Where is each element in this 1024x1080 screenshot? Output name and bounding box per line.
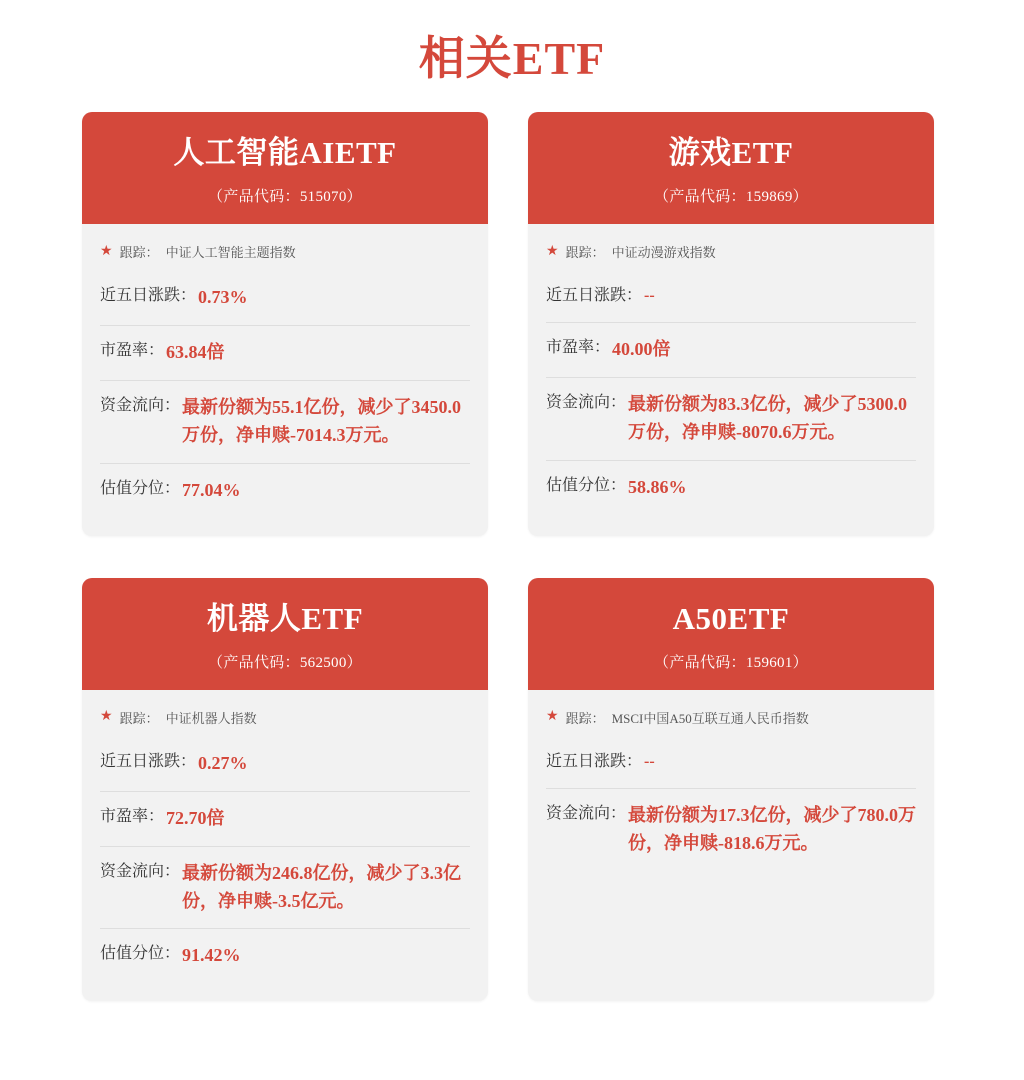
etf-valuation-value: 58.86% (628, 476, 687, 497)
etf-valuation-label: 估值分位： (546, 476, 627, 494)
etf-track-value: 中证动漫游戏指数 (611, 245, 716, 261)
etf-five-day-value: 0.27% (198, 752, 248, 773)
etf-valuation-value: 91.42% (182, 945, 241, 966)
etf-pe-label: 市盈率： (100, 807, 165, 825)
etf-flow-row (546, 378, 916, 461)
etf-track-value: 中证人工智能主题指数 (165, 245, 296, 261)
etf-card[interactable] (82, 112, 488, 536)
etf-card-header (528, 112, 934, 224)
etf-flow-label: 资金流向： (546, 393, 627, 411)
etf-valuation-row (100, 464, 470, 518)
etf-card-header (82, 578, 488, 690)
etf-pe-row (546, 323, 916, 378)
etf-five-day-label: 近五日涨跌： (546, 287, 643, 305)
etf-pe-row (100, 792, 470, 847)
etf-five-day-value: -- (644, 287, 655, 305)
etf-track-label: 跟踪： (119, 710, 159, 726)
etf-flow-value: 最新份额为55.1亿份，减少了3450.0万份，净申赎-7014.3万元。 (182, 396, 462, 445)
etf-pe-label: 市盈率： (546, 338, 611, 356)
star-icon: ★ (546, 709, 559, 725)
etf-track-label: 跟踪： (565, 245, 605, 261)
etf-code: （产品代码：562500） (208, 654, 362, 671)
star-icon: ★ (100, 709, 113, 725)
etf-pe-row (100, 326, 470, 381)
etf-card-body (528, 690, 934, 1001)
etf-five-day-label: 近五日涨跌： (546, 752, 643, 770)
etf-code: （产品代码：159869） (654, 189, 808, 206)
etf-pe-value: 40.00倍 (612, 338, 671, 359)
etf-flow-row (546, 789, 916, 871)
etf-track-row (100, 240, 470, 271)
etf-code: （产品代码：515070） (208, 189, 362, 206)
etf-five-day-label: 近五日涨跌： (100, 287, 197, 305)
etf-valuation-row (100, 929, 470, 983)
etf-card[interactable] (528, 578, 934, 1002)
etf-card-header (528, 578, 934, 690)
etf-name: 人工智能AIETF (173, 135, 397, 170)
etf-card-body (82, 690, 488, 1001)
etf-track-label: 跟踪： (565, 710, 605, 726)
etf-track-row (546, 240, 916, 271)
star-icon: ★ (546, 243, 559, 259)
etf-flow-value: 最新份额为83.3亿份，减少了5300.0万份，净申赎-8070.6万元。 (628, 393, 908, 442)
etf-five-day-row (100, 737, 470, 792)
etf-five-day-value: -- (644, 752, 655, 770)
etf-track-row (546, 706, 916, 737)
etf-flow-row (100, 381, 470, 464)
etf-flow-value: 最新份额为246.8亿份，减少了3.3亿份，净申赎-3.5亿元。 (182, 862, 462, 911)
etf-five-day-value: 0.73% (198, 287, 248, 308)
etf-five-day-label: 近五日涨跌： (100, 752, 197, 770)
etf-flow-label: 资金流向： (100, 862, 181, 880)
etf-card-body (528, 224, 934, 535)
etf-five-day-row (546, 737, 916, 789)
etf-pe-value: 72.70倍 (166, 807, 225, 828)
etf-name: A50ETF (672, 600, 790, 636)
etf-flow-row (100, 847, 470, 930)
star-icon: ★ (100, 243, 113, 259)
etf-card[interactable] (82, 578, 488, 1002)
etf-pe-label: 市盈率： (100, 342, 165, 360)
etf-flow-label: 资金流向： (546, 804, 627, 822)
etf-five-day-row (546, 271, 916, 323)
etf-valuation-row (546, 461, 916, 515)
etf-flow-value: 最新份额为17.3亿份，减少了780.0万份，净申赎-818.6万元。 (628, 804, 917, 853)
etf-valuation-label: 估值分位： (100, 945, 181, 963)
etf-flow-label: 资金流向： (100, 396, 181, 414)
etf-valuation-value: 77.04% (182, 479, 241, 500)
etf-card-grid (0, 96, 1024, 1001)
etf-card-header (82, 112, 488, 224)
etf-track-label: 跟踪： (119, 245, 159, 261)
etf-five-day-row (100, 271, 470, 326)
etf-name: 游戏ETF (668, 135, 794, 170)
etf-track-value: 中证机器人指数 (165, 710, 257, 726)
etf-track-value: MSCI中国A50互联互通人民币指数 (611, 710, 809, 726)
page-title: 相关ETF (418, 33, 606, 84)
etf-name: 机器人ETF (206, 600, 364, 636)
etf-card[interactable] (528, 112, 934, 536)
etf-valuation-label: 估值分位： (100, 479, 181, 497)
etf-track-row (100, 706, 470, 737)
etf-pe-value: 63.84倍 (166, 342, 225, 363)
etf-code: （产品代码：159601） (654, 654, 808, 671)
etf-card-body (82, 224, 488, 535)
